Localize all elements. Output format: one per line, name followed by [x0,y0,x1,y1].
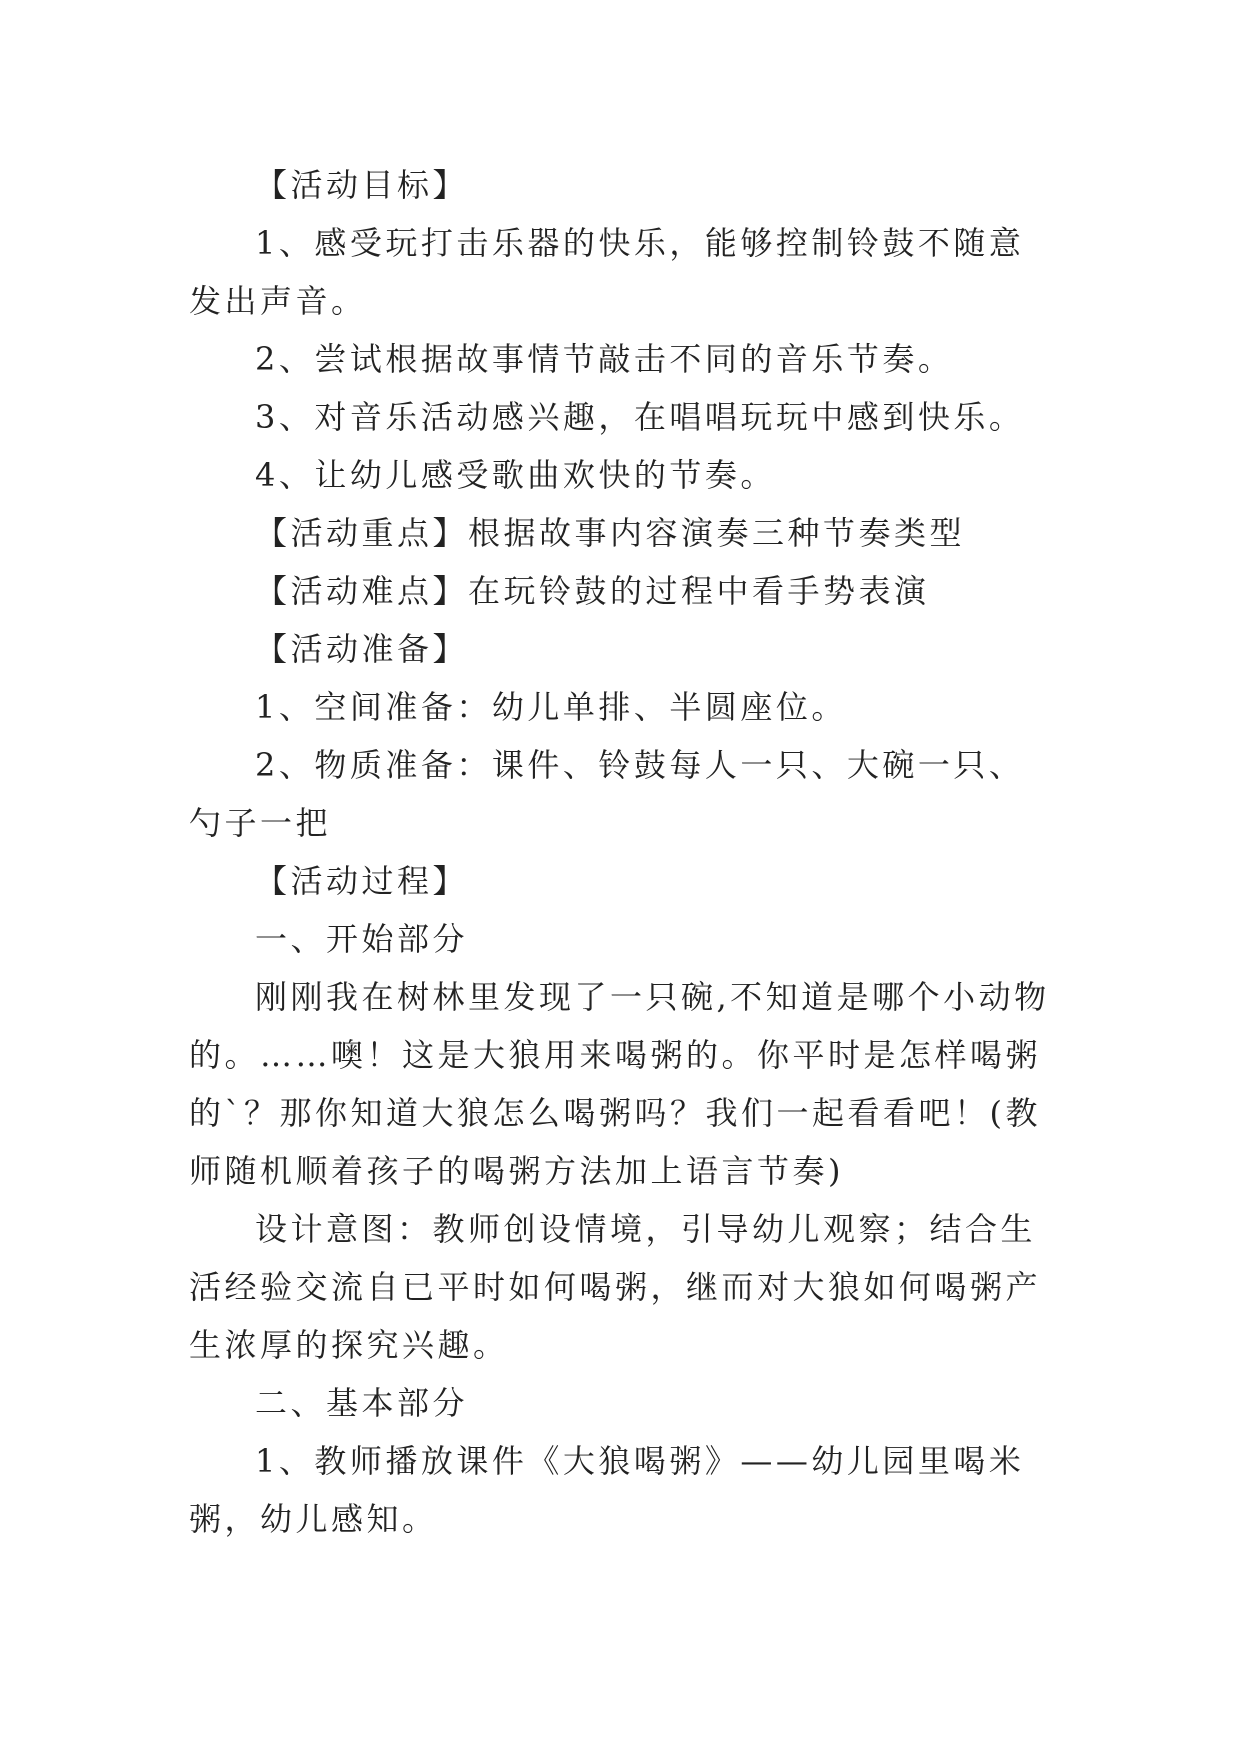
preparation-item-1: 1、空间准备：幼儿单排、半圆座位。 [255,688,847,726]
heading-activity-preparation: 【活动准备】 [255,630,469,668]
goal-item-2: 2、尝试根据故事情节敲击不同的音乐节奏。 [255,340,954,378]
design-intent-paragraph: 设计意图：教师创设情境，引导幼儿观察；结合生活经验交流自已平时如何喝粥，继而对大狼如何喝粥产生浓厚的探究兴趣。 [189,1210,1042,1364]
goal-item-1: 1、感受玩打击乐器的快乐，能够控制铃鼓不随意发出声音。 [189,224,1025,320]
section-heading-basic: 二、基本部分 [255,1384,469,1422]
goal-item-4: 4、让幼儿感受歌曲欢快的节奏。 [255,456,776,494]
heading-activity-goals: 【活动目标】 [255,166,469,204]
activity-difficulty: 【活动难点】在玩铃鼓的过程中看手势表演 [255,572,930,610]
heading-activity-process: 【活动过程】 [255,862,469,900]
goal-item-3: 3、对音乐活动感兴趣，在唱唱玩玩中感到快乐。 [255,398,1025,436]
document-body [189,156,1055,1548]
preparation-item-2: 2、物质准备：课件、铃鼓每人一只、大碗一只、勺子一把 [189,746,1025,842]
section-heading-start: 一、开始部分 [255,920,469,958]
activity-key-point: 【活动重点】根据故事内容演奏三种节奏类型 [255,514,966,552]
basic-item-1: 1、教师播放课件《大狼喝粥》——幼儿园里喝米粥，幼儿感知。 [189,1442,1025,1538]
start-paragraph: 刚刚我在树林里发现了一只碗,不知道是哪个小动物的。……噢！这是大狼用来喝粥的。你平时是怎样喝粥的`？那你知道大狼怎么喝粥吗？我们一起看看吧！(教师随机顺着孩子的喝粥方法加上语言节奏) [189,978,1050,1190]
